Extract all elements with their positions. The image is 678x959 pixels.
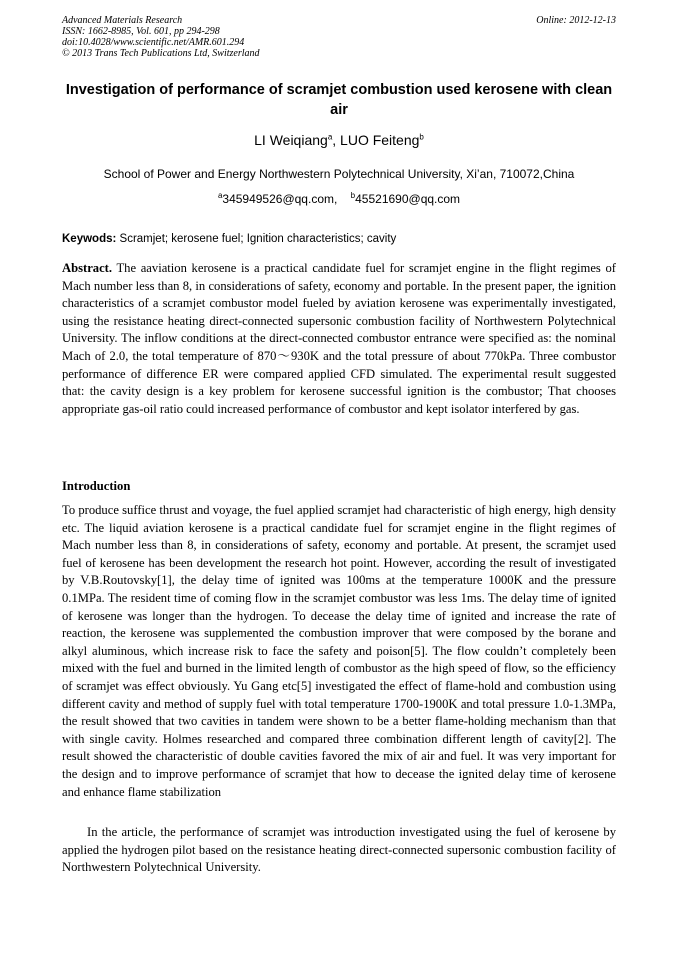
author-name: LI Weiqiang [254, 132, 328, 148]
paper-title: Investigation of performance of scramjet combustion used kerosene with clean air [65, 82, 613, 118]
email-superscript: a [217, 191, 223, 200]
journal-name: Advanced Materials Research [62, 15, 183, 26]
journal-header [62, 15, 616, 59]
author-superscript: a [327, 132, 333, 142]
email-line [62, 191, 616, 207]
author-superscript: b [419, 132, 424, 142]
affiliation: School of Power and Energy Northwestern Polytechnical University, Xi’an, 710072,China [103, 167, 575, 181]
abstract-text: The aaviation kerosene is a practical candidate fuel for scramjet engine in the flight regimes of Mach number less than 8, in considerations of safety, economy and portable. In the present paper, the ignition characteristics of a scramjet combustor model fueled by aviation kerosene was experimentally investigated, using the resistance heating direct-connected supersonic combustion facility of Northwestern Polytechnical University. The inflow conditions at the direct-connected combustor entrance were specified as: the nominal Mach of 2.0, the total temperature of 870～930K and the total pressure of about 770kPa. Three combustor performance of difference ER were compared applied CFD simulated. The experimental result suggested that: the cavity design is a key problem for kerosene successful ignition is the combustor; That chooses appropriate gas-oil ratio could increased performance of combustor and kept isolator interfered by gas. [62, 261, 616, 416]
email-superscript: b [350, 191, 356, 200]
abstract [62, 260, 616, 418]
abstract-label: Abstract. [62, 261, 113, 275]
issn-line: ISSN: 1662-8985, Vol. 601, pp 294-298 [62, 26, 220, 37]
intro-paragraph: To produce suffice thrust and voyage, the fuel applied scramjet had characteristic of high energy, high density etc. The liquid aviation kerosene is a practical candidate fuel for scramjet engine in the flight regimes of Mach number less than 8, in considerations of safety, economy and portable. At present, the scramjet used fuel of kerosene has been development the research hot point. However, according the result of investigated by V.B.Routovsky[1], the delay time of ignited was 100ms at the temperature 1000K and the pressure 0.1MPa. The resident time of coming flow in the scramjet combustor was less 1ms. The delay time of ignited of kerosene was longer than the hydrogen. To decease the delay time of ignited and increase the rate of reaction, the kerosene was supplemented the combustion improver that were composed by the borane and alkyl aluminous, which increase risk to face the safety and poison[5]. The flow couldn’t completely been mixed with the fuel and burned in the limited length of combustor as the high speed of flow, so the efficiency of scramjet was effect obviously. Yu Gang etc[5] investigated the effect of flame-hold and combustion using different cavity and method of supply fuel with total temperature 1700-1900K and total pressure 1.0-1.3MPa, the result showed that two cavities in tandem were shown to be a better flame-holding mechanism than that with single cavity. Holmes researched and compared three combination different length of cavity[2]. The result showed the characteristic of double cavities favored the mix of air and fuel. It was very important for the design and to improve performance of scramjet that how to decease the ignited delay time of kerosene and enhance flame stabilization [62, 503, 616, 799]
author-name: LUO Feiteng [340, 132, 420, 148]
online-date: Online: 2012-12-13 [536, 15, 616, 26]
section-heading: Introduction [62, 479, 131, 493]
keywords-label: Keywods: [62, 233, 117, 245]
author-line [62, 131, 616, 149]
email-address: 345949526@qq.com, [222, 192, 338, 206]
keywords [62, 231, 616, 247]
author-separator: , [332, 132, 341, 148]
copyright-line: © 2013 Trans Tech Publications Ltd, Switzerland [62, 48, 260, 59]
doi-line: doi:10.4028/www.scientific.net/AMR.601.294 [62, 37, 245, 48]
email-address: 45521690@qq.com [355, 192, 461, 206]
keywords-text: Scramjet; kerosene fuel; Ignition characteristics; cavity [116, 233, 397, 245]
intro-paragraph: In the article, the performance of scramjet was introduction investigated using the fuel of kerosene by applied the hydrogen pilot based on the resistance heating direct-connected supersonic combustion facility of Northwestern Polytechnical University. [62, 825, 616, 875]
